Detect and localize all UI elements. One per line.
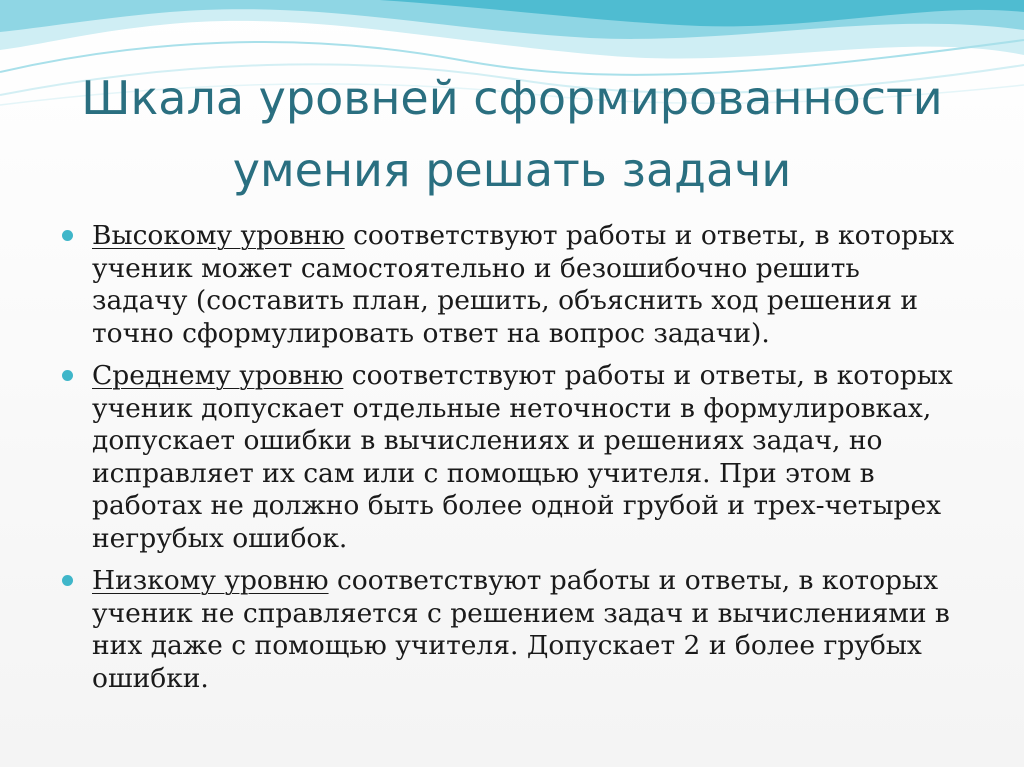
- list-item: [62, 360, 962, 555]
- level-description: соответствуют работы и ответы, в которых ученик может самостоятельно и безошибочно решить задачу (составить план, решить, объяснить ход решения и точно сформулировать ответ на вопрос задачи).: [92, 220, 955, 349]
- criteria-list: [62, 220, 962, 705]
- bullet-dot-icon: [62, 230, 73, 241]
- bullet-dot-icon: [62, 370, 73, 381]
- level-description: соответствуют работы и ответы, в которых ученик допускает отдельные неточности в формулировках, допускает ошибки в вычислениях и решениях задач, но исправляет их сам или с помощью учителя. При этом в работах не должно быть более одной грубой и трех-четырех негрубых ошибок.: [92, 360, 953, 554]
- slide-title-line-2: умения решать задачи: [232, 143, 792, 197]
- bullet-dot-icon: [62, 575, 73, 586]
- slide-title: [20, 62, 1004, 206]
- list-item: [62, 220, 962, 350]
- list-item: [62, 565, 962, 695]
- slide-title-line-1: Шкала уровней сформированности: [81, 71, 943, 125]
- level-term: Высокому уровню: [92, 220, 345, 251]
- level-term: Низкому уровню: [92, 565, 329, 596]
- level-description: соответствуют работы и ответы, в которых ученик не справляется с решением задач и вычислениями в них даже с помощью учителя. Допускает 2 и более грубых ошибки.: [92, 565, 950, 694]
- level-term: Среднему уровню: [92, 360, 344, 391]
